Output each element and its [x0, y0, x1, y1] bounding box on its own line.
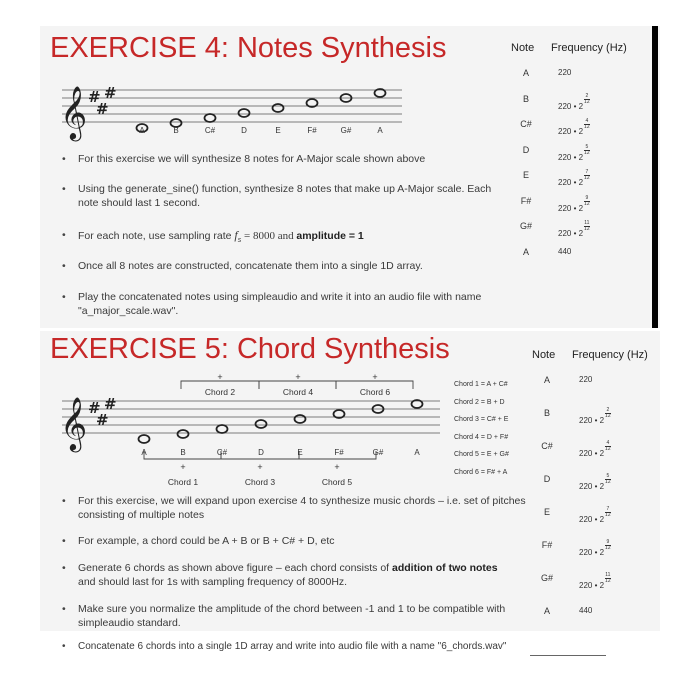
plus-sign: +: [372, 372, 378, 382]
chord-definition: Chord 2 = B + D: [454, 398, 505, 406]
svg-text:#: #: [88, 399, 101, 417]
whole-note: [178, 430, 189, 438]
whole-note: [205, 114, 216, 122]
table-frequency: 440: [558, 246, 572, 256]
chord-label-bottom: Chord 3: [244, 477, 276, 487]
table-note: C#: [541, 441, 553, 451]
table-note: A: [543, 606, 550, 616]
whole-note: [139, 435, 150, 443]
exercise-5-slide: [40, 331, 660, 631]
plus-sign: +: [180, 462, 186, 472]
table-note: G#: [519, 221, 532, 231]
plus-sign: +: [217, 372, 223, 382]
chord-label-bottom: Chord 1: [167, 477, 199, 487]
chord-definition: Chord 5 = E + G#: [454, 451, 509, 458]
plus-sign: +: [257, 462, 263, 472]
table-note: F#: [520, 195, 532, 206]
a-major-staff: [40, 72, 410, 150]
table-frequency: 220 • 2 $\frac{9}{12}$: [579, 539, 611, 557]
note-label: G#: [340, 126, 352, 135]
table-frequency: 220 • 2 $\frac{2}{12}$: [579, 407, 611, 425]
table-header-frequency: Frequency (Hz): [572, 349, 648, 361]
table-note: D: [543, 474, 551, 484]
table-frequency: 220 • 2 $\frac{9}{12}$: [558, 194, 590, 213]
svg-text:#: #: [104, 395, 117, 413]
table-frequency: 220 • 2 $\frac{5}{12}$: [558, 143, 590, 162]
slide-border: [652, 26, 658, 328]
exercise-4-slide: [40, 26, 660, 328]
frequency-table-4: [508, 38, 658, 278]
note-label: E: [275, 126, 281, 135]
whole-note: [273, 104, 284, 112]
table-frequency: 220 • 2 $\frac{5}{12}$: [579, 473, 611, 491]
table-note: A: [522, 246, 529, 257]
note-label: F#: [334, 448, 344, 457]
key-signature-icon: [88, 395, 117, 429]
table-frequency: 220: [579, 375, 593, 384]
table-frequency: 220 • 2 $\frac{4}{12}$: [579, 440, 611, 458]
table-frequency: 220 • 2 $\frac{11}{12}$: [558, 220, 590, 238]
table-header-note: Note: [511, 42, 535, 54]
chord-definition: Chord 1 = A + C#: [454, 381, 508, 388]
bullet-5: • Play the concatenated notes using simpleaudio and write it into an audio file with name "a_major_scale.wav".: [78, 290, 508, 318]
table-note: A: [543, 375, 550, 385]
bullet-3: • For each note, use sampling rate $f_s = 8000$ and amplitude = 1: [78, 228, 518, 248]
table-header-frequency: Frequency (Hz): [551, 42, 627, 54]
note-label: C#: [204, 126, 216, 135]
note-label: B: [180, 448, 186, 457]
note-label: F#: [307, 126, 317, 135]
table-frequency: 220 • 2 $\frac{7}{12}$: [558, 169, 590, 187]
table-note: F#: [541, 540, 553, 550]
note-label: A: [377, 126, 383, 135]
plus-sign: +: [334, 462, 340, 472]
whole-note: [239, 109, 250, 117]
treble-clef-icon: 𝄞: [60, 85, 88, 139]
bullet-5: • Concatenate 6 chords into a single 1D array and write into audio file with a name "6_chords.wav": [78, 640, 578, 654]
table-note: B: [543, 408, 550, 418]
bullet-3: • Generate 6 chords as shown above figure – each chord consists of addition of two notes and should last for 1s with sampling frequency of 8000Hz.: [78, 561, 518, 589]
table-note: B: [522, 93, 529, 104]
note-label: D: [258, 448, 264, 457]
svg-text:#: #: [88, 88, 101, 106]
note-label: E: [297, 448, 303, 457]
table-frequency: 220 • 2 $\frac{11}{12}$: [579, 572, 611, 590]
table-note: E: [543, 507, 550, 517]
divider: [530, 655, 606, 656]
chord-label-top: Chord 4: [282, 387, 314, 397]
plus-sign: +: [295, 372, 301, 382]
key-signature-icon: [88, 84, 117, 118]
table-note: C#: [520, 119, 532, 129]
table-note: D: [522, 144, 530, 155]
bullet-4: • Once all 8 notes are constructed, concatenate them into a single 1D array.: [78, 259, 518, 273]
table-frequency: 220 • 2 $\frac{4}{12}$: [558, 118, 590, 136]
note-label: G#: [372, 448, 384, 457]
bullet-2: • Using the generate_sine() function, synthesize 8 notes that make up A-Major scale. Each note should last 1 second.: [78, 182, 498, 210]
table-frequency: 440: [579, 606, 593, 615]
table-frequency: 220 • 2 $\frac{7}{12}$: [579, 506, 611, 524]
chord-label-top: Chord 2: [204, 387, 236, 397]
table-frequency: 220 • 2 $\frac{2}{12}$: [558, 92, 590, 111]
exercise-4-title: EXERCISE 4: Notes Synthesis: [50, 32, 447, 64]
note-label: A: [414, 448, 420, 457]
whole-note: [256, 420, 267, 428]
note-label: D: [241, 126, 247, 135]
table-note: A: [522, 68, 529, 78]
bullet-4: • Make sure you normalize the amplitude of the chord between -1 and 1 to be compatible with simpleaudio standard.: [78, 602, 518, 630]
table-note: E: [522, 170, 529, 180]
staff-notes: [139, 400, 423, 443]
chord-label-top: Chord 6: [359, 387, 391, 397]
exercise-5-title: EXERCISE 5: Chord Synthesis: [50, 333, 450, 365]
table-frequency: 220: [558, 68, 572, 77]
note-label: B: [173, 126, 179, 135]
note-label: A: [139, 126, 145, 135]
bullet-1: • For this exercise, we will expand upon exercise 4 to synthesize music chords – i.e. set of pitches consisting of multiple notes: [78, 494, 528, 522]
table-header-note: Note: [532, 349, 556, 361]
note-label: C#: [216, 448, 228, 457]
whole-note: [217, 425, 228, 433]
bullet-1: • For this exercise we will synthesize 8 notes for A-Major scale shown above: [78, 152, 498, 166]
frequency-table-5: [508, 345, 658, 616]
treble-clef-icon: 𝄞: [60, 396, 88, 450]
whole-note: [295, 415, 306, 423]
svg-text:#: #: [104, 84, 117, 102]
chord-definition: Chord 4 = D + F#: [454, 433, 509, 441]
note-label: A: [141, 448, 147, 457]
bullet-2: • For example, a chord could be A + B or B + C# + D, etc: [78, 534, 518, 548]
chord-definition: Chord 6 = F# + A: [454, 468, 508, 476]
svg-text:#: #: [96, 100, 109, 118]
chord-label-bottom: Chord 5: [321, 477, 353, 487]
chord-definition: Chord 3 = C# + E: [454, 416, 509, 423]
svg-text:#: #: [96, 411, 109, 429]
table-note: G#: [540, 573, 553, 583]
